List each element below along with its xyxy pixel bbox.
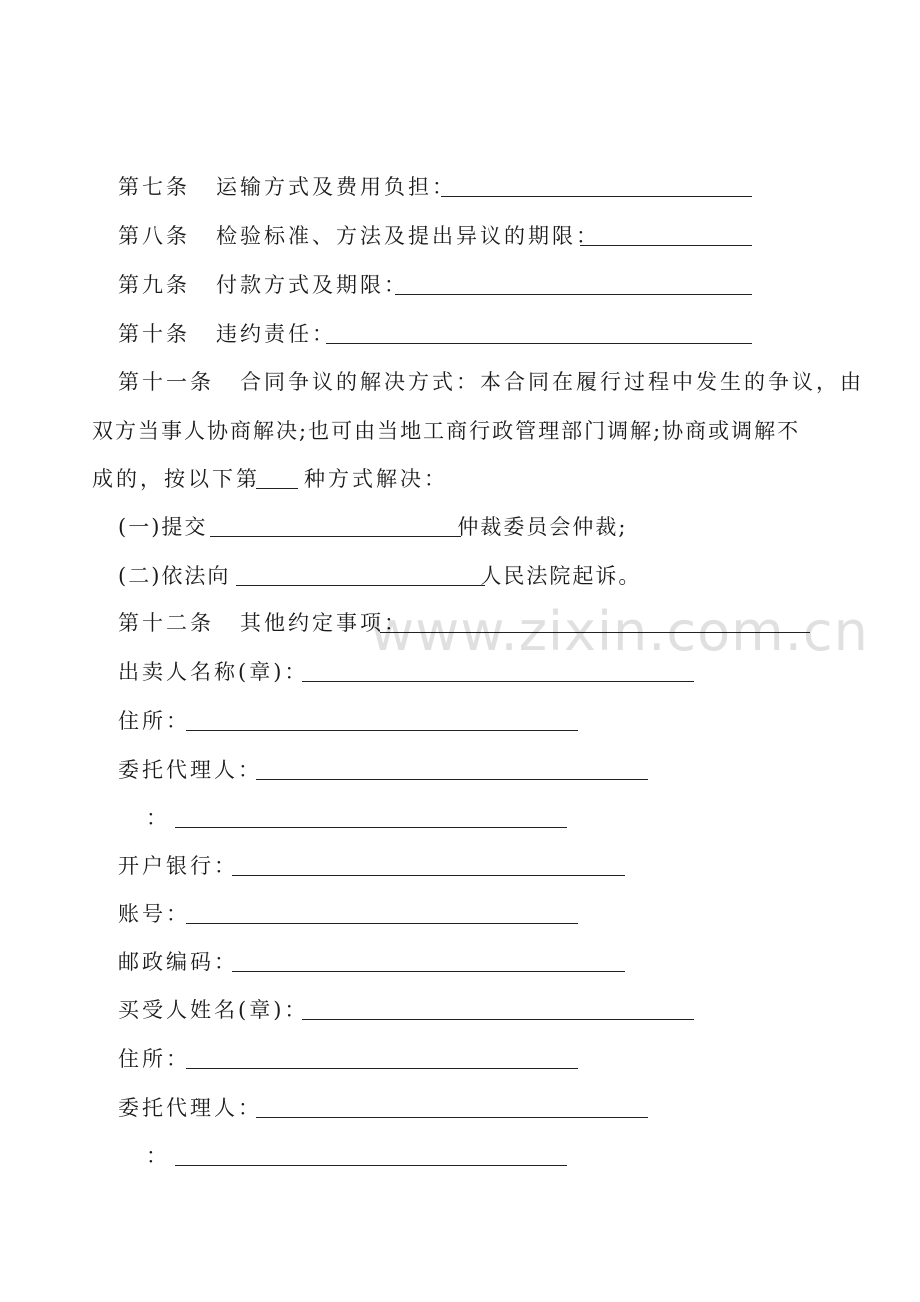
article-10-blank[interactable]: [326, 343, 752, 344]
article-9: [118, 272, 408, 298]
article-12: [118, 610, 408, 636]
seller-name-label: 出卖人名称(章)：: [118, 660, 309, 684]
option-1-blank[interactable]: [210, 536, 461, 537]
option-2-suffix: 人民法院起诉。: [480, 564, 642, 588]
watermark: www.zixin.com.cn: [370, 600, 869, 663]
option-2-blank[interactable]: [236, 585, 485, 586]
article-11-line-1: [118, 369, 864, 395]
buyer-address-label: 住所：: [118, 1047, 190, 1071]
seller-agent-label: 委托代理人：: [118, 758, 262, 782]
buyer-colon-label: ：: [146, 1144, 170, 1168]
article-11-text-1: 合同争议的解决方式：本合同在履行过程中发生的争议，由: [240, 370, 864, 394]
article-8-label: 第八条: [118, 224, 190, 248]
article-11-label: 第十一条: [118, 370, 214, 394]
option-1-suffix: 仲裁委员会仲裁;: [457, 515, 628, 539]
buyer-colon-blank[interactable]: [175, 1165, 567, 1166]
buyer-agent-blank[interactable]: [256, 1117, 648, 1118]
article-8-text: 检验标准、方法及提出异议的期限：: [216, 224, 600, 248]
article-9-label: 第九条: [118, 273, 190, 297]
buyer-name-blank[interactable]: [302, 1019, 694, 1020]
seller-address-blank[interactable]: [186, 730, 578, 731]
option-2-prefix: (二)依法向: [118, 564, 231, 588]
seller-bank-blank[interactable]: [232, 875, 625, 876]
seller-bank-label: 开户银行：: [118, 854, 238, 878]
article-10-text: 违约责任：: [216, 322, 336, 346]
article-7-blank[interactable]: [441, 196, 752, 197]
seller-account-blank[interactable]: [186, 923, 578, 924]
article-10-label: 第十条: [118, 322, 190, 346]
seller-postcode-blank[interactable]: [232, 971, 625, 972]
buyer-address-blank[interactable]: [186, 1068, 578, 1069]
seller-postcode-label: 邮政编码：: [118, 950, 238, 974]
article-8-blank[interactable]: [580, 245, 752, 246]
article-12-label: 第十二条: [118, 611, 214, 635]
seller-agent-blank[interactable]: [256, 779, 648, 780]
article-12-text: 其他约定事项：: [240, 611, 408, 635]
article-11-text-3a: 成的，按以下第: [92, 467, 260, 491]
article-7-text: 运输方式及费用负担：: [216, 175, 456, 199]
seller-colon-label: ：: [146, 806, 170, 830]
article-10: [118, 321, 336, 347]
article-11-choice-blank[interactable]: [256, 488, 298, 489]
article-7: [118, 174, 456, 200]
article-9-text: 付款方式及期限：: [216, 273, 408, 297]
article-11-line-2: 双方当事人协商解决;也可由当地工商行政管理部门调解;协商或调解不: [92, 419, 801, 443]
seller-name-blank[interactable]: [302, 681, 694, 682]
seller-account-label: 账号：: [118, 902, 190, 926]
buyer-name-label: 买受人姓名(章)：: [118, 998, 309, 1022]
article-9-blank[interactable]: [395, 294, 752, 295]
seller-address-label: 住所：: [118, 709, 190, 733]
article-8: [118, 223, 600, 249]
option-1-prefix: (一)提交: [118, 515, 208, 539]
seller-colon-blank[interactable]: [175, 827, 567, 828]
buyer-agent-label: 委托代理人：: [118, 1096, 262, 1120]
article-11-text-3b: 种方式解决：: [304, 467, 448, 491]
article-7-label: 第七条: [118, 175, 190, 199]
